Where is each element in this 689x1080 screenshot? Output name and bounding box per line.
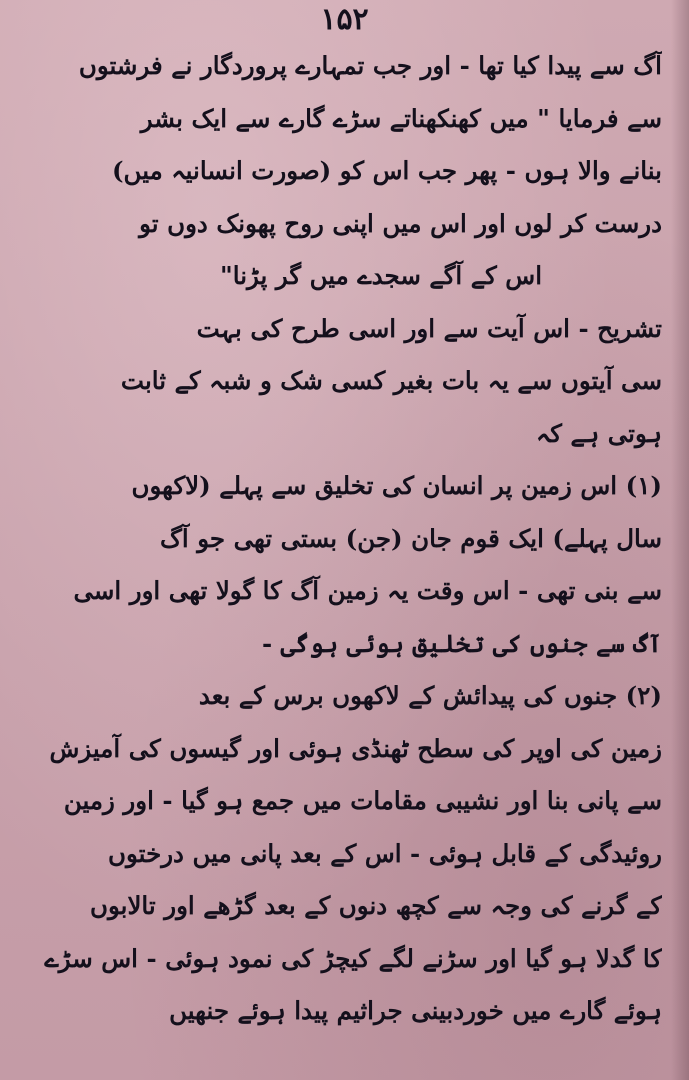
text-line-11: سے بنی تھی - اس وقت یہ زمین آگ کا گولا تھی اور اسی (73, 576, 662, 605)
text-line-5: اس کے آگے سجدے میں گر پڑنا" (219, 261, 542, 290)
text-line-12: آگ سے جنوں کی تخلیق ہوئی ہوگی - (261, 628, 662, 658)
text-line-7: سی آیتوں سے یہ بات بغیر کسی شک و شبہ کے ثابت (120, 366, 662, 395)
text-line-16: روئیدگی کے قابل ہوئی - اس کے بعد پانی میں درختوں (108, 838, 662, 868)
text-line-8: ہوتی ہے کہ (535, 418, 662, 448)
text-line-3: بنانے والا ہوں - پھر جب اس کو (صورت انسانیہ میں) (111, 156, 662, 185)
text-line-19: ہوئے گارے میں خوردبینی جراثیم پیدا ہوئے جنھیں (169, 996, 662, 1025)
text-line-14: زمین کی اوپر کی سطح ٹھنڈی ہوئی اور گیسوں کی آمیزش (49, 733, 662, 763)
body-text (22, 40, 662, 1038)
text-line-10: سال پہلے) ایک قوم جان (جن) بستی تھی جو آگ (159, 523, 662, 553)
text-line-2: سے فرمایا " میں کھنکھناتے سڑے گارے سے ایک بشر (140, 103, 662, 133)
text-line-1: آگ سے پیدا کیا تھا - اور جب تمہارے پروردگار نے فرشتوں (78, 51, 662, 80)
page-number: ۱۵۲ (320, 2, 369, 37)
text-line-9: (۱) اس زمین پر انسان کی تخلیق سے پہلے (لاکھوں (131, 471, 662, 500)
page-edge-shadow (671, 0, 689, 1080)
text-line-6: تشریح - اس آیت سے اور اسی طرح کی بہت (196, 313, 662, 343)
text-line-15: سے پانی بنا اور نشیبی مقامات میں جمع ہو گیا - اور زمین (63, 786, 662, 815)
text-line-13: (۲) جنوں کی پیدائش کے لاکھوں برس کے بعد (198, 681, 662, 710)
text-line-4: درست کر لوں اور اس میں اپنی روح پھونک دوں تو (139, 208, 662, 238)
text-line-17: کے گرنے کی وجہ سے کچھ دنوں کے بعد گڑھے اور تالابوں (89, 891, 662, 920)
text-line-18: کا گدلا ہو گیا اور سڑنے لگے کیچڑ کی نمود ہوئی - اس سڑے (44, 943, 662, 973)
